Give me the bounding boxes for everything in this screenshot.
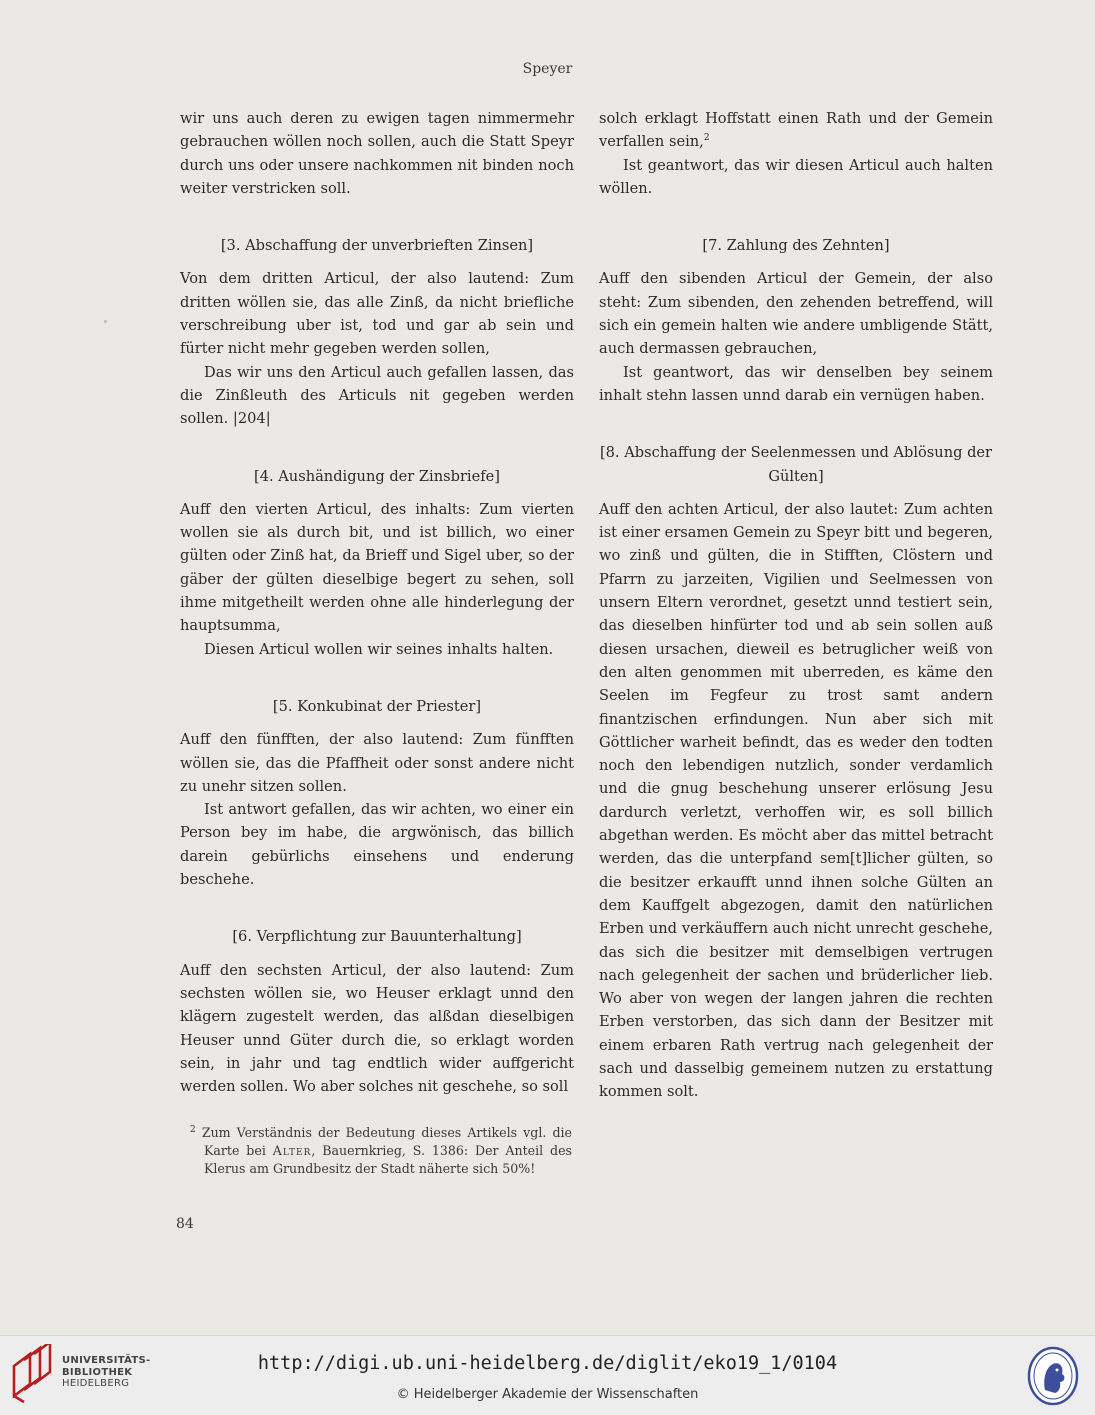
- paragraph: Von dem dritten Articul, der also lautend: Zum dritten wöllen sie, das alle Zinß, da nicht briefliche verschreibung uber ist, tod und gar ab sein und fürter nicht mehr gegeben werden sollen,: [180, 270, 574, 358]
- paragraph: Auff den sechsten Articul, der also lautend: Zum sechsten wöllen sie, wo Heuser erklagt unnd den klägern zugestelt werden, das alßdan dieselbigen Heuser unnd Güter durch die, so erklagt worden sein, in jahr und tag endtlich wider auffgericht werden sollen. Wo aber solches nit geschehe, so soll: [180, 961, 574, 1096]
- academy-seal-icon[interactable]: [1027, 1346, 1079, 1406]
- footnote-reference[interactable]: 2: [703, 133, 710, 144]
- right-text-column: [599, 107, 993, 1104]
- library-name[interactable]: UNIVERSITÄTS- BIBLIOTHEK HEIDELBERG: [62, 1355, 151, 1389]
- copyright-notice: © Heidelberger Akademie der Wissenschaften: [396, 1387, 699, 1402]
- footnote-mark: 2: [190, 1124, 196, 1135]
- page-number: 84: [176, 1216, 194, 1232]
- viewer-footer: [0, 1335, 1095, 1415]
- paragraph: wir uns auch deren zu ewigen tagen nimmermehr gebrauchen wöllen noch sollen, auch die Statt Speyr durch uns oder unsere nachkommen nit binden noch weiter verstricken soll.: [180, 110, 574, 197]
- paragraph: solch erklagt Hoffstatt einen Rath und der Gemein verfallen sein,$^2$: [599, 110, 993, 151]
- paragraph: Ist geantwort, das wir denselben bey seinem inhalt stehn lassen unnd darab ein vernügen haben.: [599, 363, 993, 404]
- running-head: Speyer: [522, 61, 573, 77]
- section-heading: [8. Abschaffung der Seelenmessen und Ablösung der Gülten]: [599, 444, 993, 485]
- paragraph: Auff den sibenden Articul der Gemein, der also steht: Zum sibenden, den zehenden betreffend, will sich ein gemein halten wie andere umbligende Stätt, auch dermassen gebrauchen,: [599, 270, 993, 358]
- scan-speck: [104, 320, 107, 323]
- footnote: [190, 1124, 572, 1179]
- paragraph: Auff den vierten Articul, des inhalts: Zum vierten wollen sie als durch bit, und ist billich, wo einer gülten oder Zinß hat, da Brieff und Sigel uber, so der gäber der gülten dieselbige begert zu sehen, soll ihme mitgetheilt werden ohne alle hinderlegung der hauptsumma,: [180, 500, 574, 635]
- section-heading: [6. Verpflichtung zur Bauunterhaltung]: [232, 928, 522, 946]
- footnote-author: Alter: [272, 1143, 312, 1159]
- paragraph: Auff den fünfften, der also lautend: Zum fünfften wöllen sie, das die Pfaffheit oder sonst andere nicht zu unehr sitzen sollen.: [180, 731, 574, 795]
- permalink-url[interactable]: http://digi.ub.uni-heidelberg.de/diglit/eko19_1/0104: [257, 1353, 838, 1374]
- paragraph: Ist geantwort, das wir diesen Articul auch halten wöllen.: [599, 156, 993, 197]
- left-text-column: [180, 107, 574, 1098]
- paragraph: Auff den achten Articul, der also lautet: Zum achten ist einer ersamen Gemein zu Speyr bitt und begeren, wo zinß und gülten, die in Stifften, Clöstern und Pfarrn zu jarzeiten, Vigilien und Seelmessen von unsern Eltern verordnet, gesetzt unnd testiert sein, das dieselben hinfürter tod und ab sein sollen auß diesen ursachen, dieweil es betruglicher weiß von den alten genommen mit uberreden, es käme den Seelen im Fegfeur zu trost samt andern finantzischen erfindungen. Nun aber sich mit Göttlicher warheit befindt, das es weder den todten noch den lebendigen nutzlich, sonder verdamlich und die gnug beschehung unserer erlösung Jesu dardurch verletzt, verhoffen wir, es soll billich abgethan werden. Es möcht aber das mittel betracht werden, das die unterpfand sem[t]licher gülten, so die besitzer erkaufft unnd ihnen solche Gülten an dem Kauffgelt abgezogen, damit den natürlichen Erben und verkäuffern auch nicht unrecht geschehe, das sich die besitzer mit demselbigen vertrugen nach gelegenheit der sachen und brüderlicher lieb. Wo aber von wegen der langen jahren die rechten Erben verstorben, das sich dann der Besitzer mit einem erbaren Rath vertrug nach gelegenheit der sach und dasselbig gemeinem nutzen zu erstattung kommen solt.: [599, 500, 993, 1101]
- section-heading: [5. Konkubinat der Priester]: [272, 697, 482, 715]
- section-heading: [3. Abschaffung der unverbrieften Zinsen]: [220, 237, 534, 255]
- footnote-text: $^2$ Zum Verständnis der Bedeutung dieses Artikels vgl. die Karte bei Alter, Bauernkrieg, S. 1386: Der Anteil des Klerus am Grundbesitz der Stadt näherte sich 50%!: [190, 1124, 573, 1177]
- section-heading: [7. Zahlung des Zehnten]: [702, 237, 890, 255]
- section-heading: [4. Aushändigung der Zinsbriefe]: [254, 467, 500, 485]
- paragraph: Diesen Articul wollen wir seines inhalts halten.: [204, 640, 554, 658]
- paragraph: Das wir uns den Articul auch gefallen lassen, das die Zinßleuth des Articuls nit gegeben werden sollen. |204|: [180, 363, 574, 428]
- paragraph: Ist antwort gefallen, das wir achten, wo einer ein Person bey im habe, die argwönisch, das billich darein gebürlichs einsehens und enderung beschehe.: [180, 801, 574, 889]
